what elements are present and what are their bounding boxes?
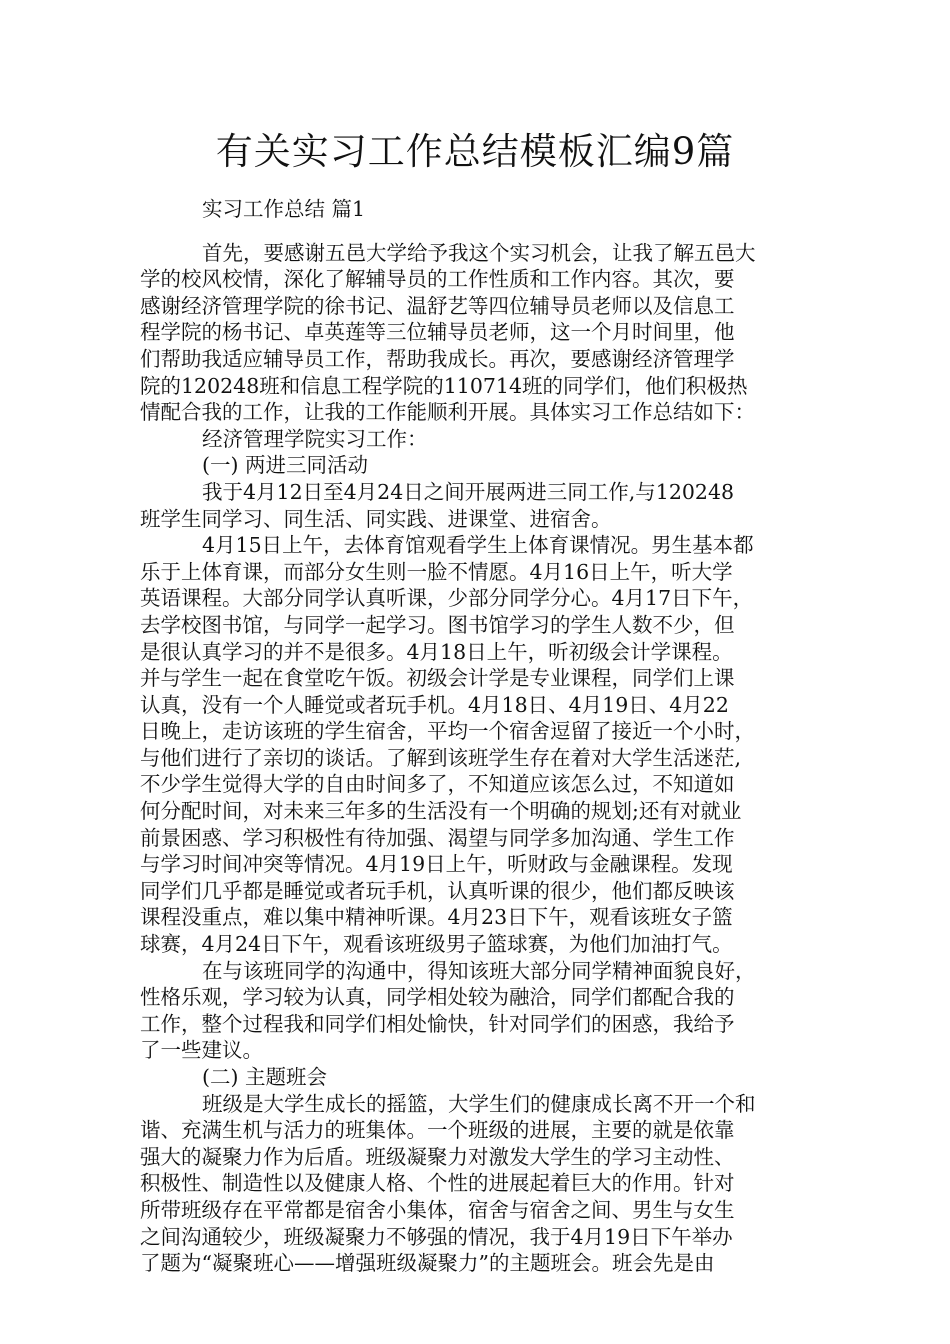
paragraph-line: 班级是大学生成长的摇篮，大学生们的健康成长离不开一个和 (202, 1091, 756, 1116)
paragraph-line: 谐、充满生机与活力的班集体。一个班级的进展，主要的就是依靠 (140, 1118, 735, 1143)
paragraph-line: 乐于上体育课，而部分女生则一脸不情愿。4月16日上午，听大学 (140, 559, 733, 584)
paragraph-line: 英语课程。大部分同学认真听课，少部分同学分心。4月17日下午， (140, 586, 754, 611)
section-heading: 实习工作总结 篇1 (202, 197, 366, 221)
paragraph-line: 球赛，4月24日下午，观看该班级男子篮球赛，为他们加油打气。 (140, 932, 733, 957)
paragraph-line: 认真，没有一个人睡觉或者玩手机。4月18日、4月19日、4月22 (140, 692, 729, 717)
paragraph-line: 课程没重点，难以集中精神听课。4月23日下午，观看该班女子篮 (140, 905, 733, 930)
document-body (140, 196, 810, 1277)
paragraph-line: 之间沟通较少，班级凝聚力不够强的情况，我于4月19日下午举办 (140, 1224, 733, 1249)
subsection-heading: 经济管理学院实习工作： (202, 426, 428, 451)
paragraph-line: 首先，要感谢五邑大学给予我这个实习机会，让我了解五邑大 (202, 240, 756, 265)
paragraph-line: 是很认真学习的并不是很多。4月18日上午，听初级会计学课程。 (140, 639, 733, 664)
paragraph-line: 情配合我的工作，让我的工作能顺利开展。具体实习工作总结如下： (140, 400, 755, 425)
paragraph-line: 我于4月12日至4月24日之间开展两进三同工作,与120248 (202, 479, 735, 504)
paragraph-line: 与学习时间冲突等情况。4月19日上午，听财政与金融课程。发现 (140, 852, 733, 877)
paragraph-line: 学的校风校情，深化了解辅导员的工作性质和工作内容。其次，要 (140, 267, 735, 292)
paragraph-line: 感谢经济管理学院的徐书记、温舒艺等四位辅导员老师以及信息工 (140, 293, 735, 318)
paragraph-line: 不少学生觉得大学的自由时间多了，不知道应该怎么过，不知道如 (140, 772, 735, 797)
paragraph-line: 积极性、制造性以及健康人格、个性的进展起着巨大的作用。针对 (140, 1171, 735, 1196)
paragraph-line: 工作，整个过程我和同学们相处愉快，针对同学们的困惑，我给予 (140, 1011, 735, 1036)
subsection-heading: (二) 主题班会 (202, 1065, 328, 1089)
paragraph-line: 同学们几乎都是睡觉或者玩手机，认真听课的很少，他们都反映该 (140, 878, 735, 903)
paragraph-line: 强大的凝聚力作为后盾。班级凝聚力对激发大学生的学习主动性、 (140, 1144, 735, 1169)
paragraph-line: 在与该班同学的沟通中，得知该班大部分同学精神面貌良好， (202, 958, 756, 983)
paragraph-line: 所带班级存在平常都是宿舍小集体，宿舍与宿舍之间、男生与女生 (140, 1197, 735, 1222)
paragraph-line: 前景困惑、学习积极性有待加强、渴望与同学多加沟通、学生工作 (140, 825, 735, 850)
document-title: 有关实习工作总结模板汇编9篇 (215, 130, 735, 173)
paragraph-line: 4月15日上午，去体育馆观看学生上体育课情况。男生基本都 (202, 533, 754, 558)
paragraph-line: 去学校图书馆，与同学一起学习。图书馆学习的学生人数不少，但 (140, 612, 735, 637)
paragraph-line: 了一些建议。 (140, 1038, 263, 1063)
paragraph-line: 何分配时间，对未来三年多的生活没有一个明确的规划;还有对就业 (140, 799, 742, 824)
paragraph-line: 班学生同学习、同生活、同实践、进课堂、进宿舍。 (140, 506, 612, 531)
subsection-heading: (一) 两进三同活动 (202, 453, 369, 478)
paragraph-line: 程学院的杨书记、卓英莲等三位辅导员老师，这一个月时间里，他 (140, 320, 735, 345)
paragraph-line: 院的120248班和信息工程学院的110714班的同学们，他们积极热 (140, 373, 748, 398)
paragraph-line: 们帮助我适应辅导员工作，帮助我成长。再次，要感谢经济管理学 (140, 346, 735, 371)
paragraph-line: 日晚上，走访该班的学生宿舍，平均一个宿舍逗留了接近一个小时， (140, 719, 755, 744)
paragraph-line: 了题为“凝聚班心——增强班级凝聚力”的主题班会。班会先是由 (140, 1251, 715, 1276)
paragraph-line: 性格乐观，学习较为认真，同学相处较为融洽，同学们都配合我的 (140, 985, 735, 1010)
paragraph-line: 与他们进行了亲切的谈话。了解到该班学生存在着对大学生活迷茫, (140, 745, 742, 770)
paragraph-line: 并与学生一起在食堂吃午饭。初级会计学是专业课程，同学们上课 (140, 666, 735, 691)
